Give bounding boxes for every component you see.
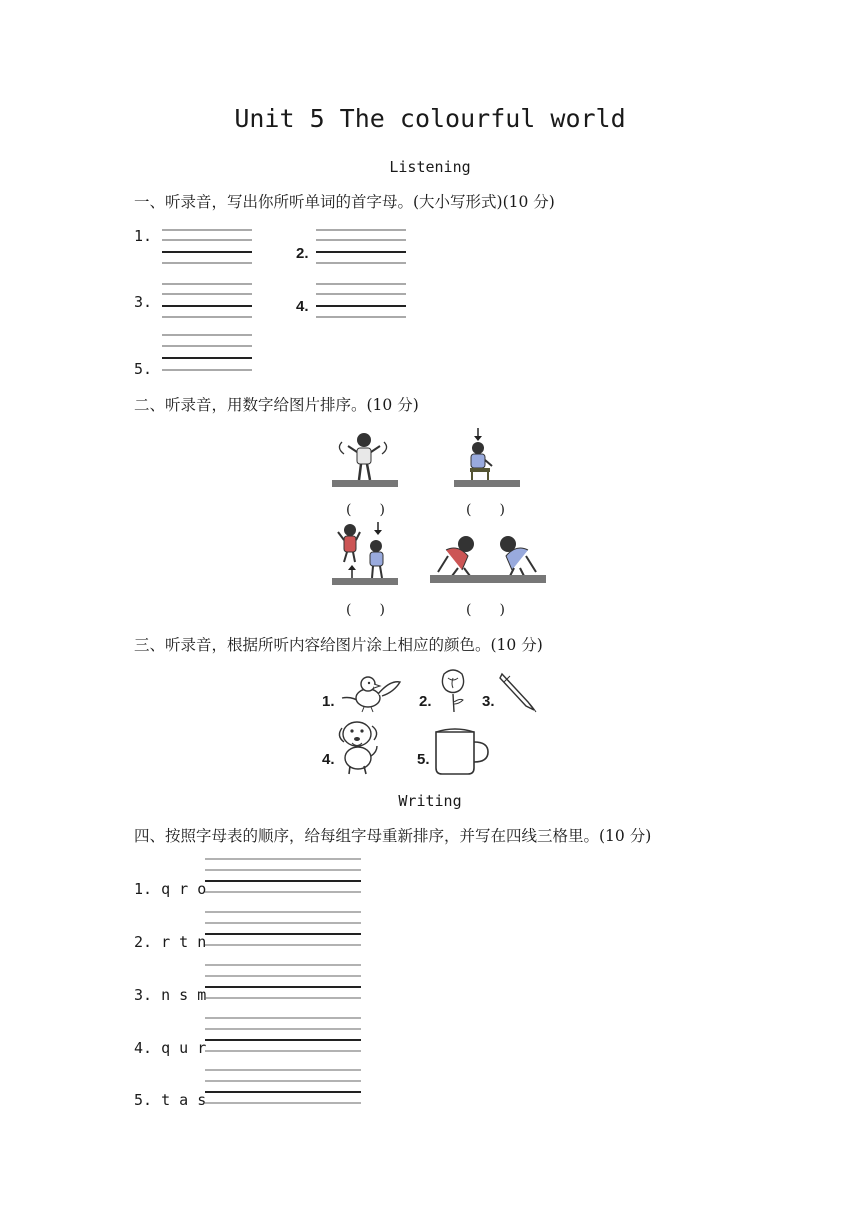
q4-item-1-label: 1. q r o bbox=[134, 880, 207, 898]
q1-writing-lines-5[interactable] bbox=[162, 333, 252, 373]
picture-jump-up bbox=[330, 520, 400, 590]
cup-icon[interactable] bbox=[434, 726, 494, 776]
q4-writing-lines-1[interactable] bbox=[205, 857, 361, 895]
q3-item-2-label: 2. bbox=[419, 693, 432, 710]
q1-item-3-label: 3. bbox=[134, 293, 153, 311]
q2-answer-1[interactable]: ( ) bbox=[346, 502, 385, 518]
q3-item-5-label: 5. bbox=[417, 751, 430, 768]
q4-writing-lines-5[interactable] bbox=[205, 1068, 361, 1106]
q3-heading: 三、听录音，根据所听内容给图片涂上相应的颜色。(10 分) bbox=[134, 636, 543, 654]
q3-item-1-label: 1. bbox=[322, 693, 335, 710]
q1-item-5-label: 5. bbox=[134, 360, 153, 378]
q2-answer-4[interactable]: ( ) bbox=[466, 602, 505, 618]
q4-heading: 四、按照字母表的顺序，给每组字母重新排序，并写在四线三格里。(10 分) bbox=[134, 827, 652, 845]
picture-turn-head bbox=[330, 430, 400, 492]
q1-writing-lines-1[interactable] bbox=[162, 228, 252, 266]
q3-item-3-label: 3. bbox=[482, 693, 495, 710]
q1-item-1-label: 1. bbox=[134, 227, 153, 245]
bird-icon[interactable] bbox=[338, 672, 404, 716]
q4-item-3-label: 3. n s m bbox=[134, 986, 207, 1004]
picture-touch-toes bbox=[428, 528, 548, 586]
q4-writing-lines-3[interactable] bbox=[205, 963, 361, 1001]
page-title: Unit 5 The colourful world bbox=[234, 104, 626, 133]
q3-item-4-label: 4. bbox=[322, 751, 335, 768]
q2-answer-3[interactable]: ( ) bbox=[346, 602, 385, 618]
picture-sit-down bbox=[452, 428, 522, 492]
q2-heading: 二、听录音，用数字给图片排序。(10 分) bbox=[134, 396, 419, 414]
q4-writing-lines-4[interactable] bbox=[205, 1016, 361, 1054]
q4-writing-lines-2[interactable] bbox=[205, 910, 361, 948]
dog-icon[interactable] bbox=[336, 718, 380, 776]
q1-writing-lines-3[interactable] bbox=[162, 282, 252, 320]
q1-writing-lines-4[interactable] bbox=[316, 282, 406, 320]
q1-writing-lines-2[interactable] bbox=[316, 228, 406, 266]
q2-answer-2[interactable]: ( ) bbox=[466, 502, 505, 518]
pen-icon[interactable] bbox=[498, 670, 542, 714]
q1-item-2-label: 2. bbox=[296, 245, 309, 262]
section-writing: Writing bbox=[398, 792, 462, 810]
q1-heading: 一、听录音，写出你所听单词的首字母。(大小写形式)(10 分) bbox=[134, 193, 555, 211]
q4-item-5-label: 5. t a s bbox=[134, 1091, 207, 1109]
q1-item-4-label: 4. bbox=[296, 298, 309, 315]
rose-icon[interactable] bbox=[436, 668, 470, 714]
q4-item-4-label: 4. q u r bbox=[134, 1039, 207, 1057]
section-listening: Listening bbox=[389, 158, 471, 176]
q4-item-2-label: 2. r t n bbox=[134, 933, 207, 951]
